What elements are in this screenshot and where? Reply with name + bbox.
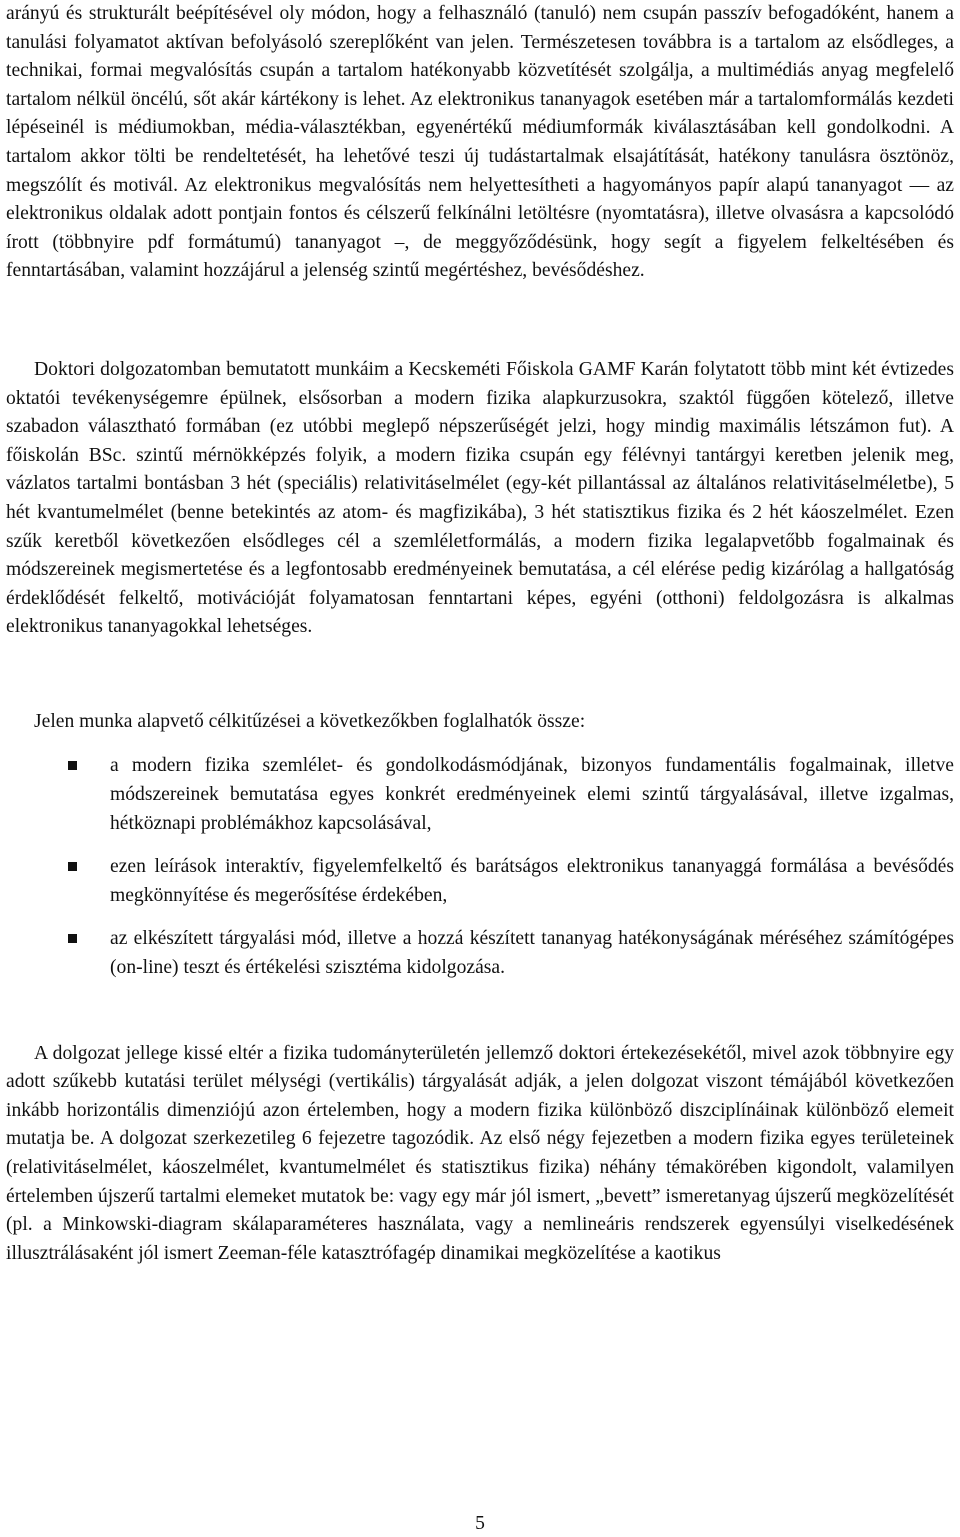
square-bullet-icon xyxy=(68,761,77,770)
objectives-list xyxy=(6,752,954,982)
paragraph-gap xyxy=(6,286,954,344)
paragraph-gap xyxy=(6,642,954,700)
list-item-text: ezen leírások interaktív, figyelemfelkeltő és barátságos elektronikus tananyaggá formálása a bevésődés megkönnyítése és megerősítése érdekében, xyxy=(110,856,954,906)
objectives-intro: Jelen munka alapvető célkitűzései a következőkben foglalhatók össze: xyxy=(34,710,586,732)
list-item-text: a modern fizika szemlélet- és gondolkodásmódjának, bizonyos fundamentális fogalmainak, illetve módszereinek bemutatása egyes konkrét eredményeinek elemi szintű tárgyalásával, illetve izgalmas, hétköznapi problémákhoz kapcsolásával, xyxy=(110,755,954,834)
square-bullet-icon xyxy=(68,862,77,871)
list-item xyxy=(6,853,954,910)
paragraph-1: arányú és strukturált beépítésével oly módon, hogy a felhasználó (tanuló) nem csupán passzív befogadóként, hanem a tanulási folyamatot aktívan befolyásoló szereplőként van jelen. Természetesen továbbra is a tartalom az elsődleges, a technikai, formai megvalósítás csupán a tartalom hatékonyabb közvetítését szolgálja, a multimédiás anyag megfelelő tartalom nélkül öncélú, sőt akár kártékony is lehet. Az elektronikus tananyagok esetében már a tartalomformálás kezdeti lépéseinél is médiumokban, média-választékban, egyenértékű médiumformák kiválasztásában kell gondolkodni. A tartalom akkor tölti be rendeltetését, ha lehetővé teszi új tudástartalmak elsajátítását, hatékony tanulásra ösztönöz, megszólít és motivál. Az elektronikus megvalósítás nem helyettesítheti a hagyományos papír alapú tananyagot — az elektronikus oldalak adott pontjain fontos és célszerű felkínálni letöltésre (nyomtatásra), illetve olvasásra a kapcsolódó írott (többnyire pdf formátumú) tananyagot –, de meggyőződésünk, hogy segít a figyelem felkeltésében és fenntartásában, valamint hozzájárul a jelenség szintű megértéshez, bevésődéshez. xyxy=(6,3,954,282)
document-page xyxy=(6,0,954,1268)
list-item xyxy=(6,925,954,982)
list-item xyxy=(6,752,954,838)
list-item-text: az elkészített tárgyalási mód, illetve a hozzá készített tananyag hatékonyságának méréséhez számítógépes (on-line) teszt és értékelési szisztéma kidolgozása. xyxy=(110,928,954,979)
paragraph-4: A dolgozat jellege kissé eltér a fizika tudományterületén jellemző doktori értekezésekétől, mivel azok többnyire egy adott szűkebb kutatási terület mélységi (vertikális) tárgyalását adják, a jelen dolgozat viszont témájából következően inkább horizontális dimenziójú azon értelemben, hogy a modern fizika különböző diszciplínáinak különböző elemeit mutatja be. A dolgozat szerkezetileg 6 fejezetre tagozódik. Az első négy fejezetben a modern fizika egyes területeinek (relativitáselmélet, káoszelmélet, kvantumelmélet és statisztikus fizika) néhány témakörében kigondolt, valamilyen értelemben újszerű tartalmi elemeket mutatok be: vagy egy már jól ismert, „bevett” ismeretanyag újszerű megközelítését (pl. a Minkowski-diagram skálaparaméteres használata, vagy a nemlineáris rendszerek egyensúlyi viselkedésének illusztrálásaként jól ismert Zeeman-féle katasztrófagép dinamikai megközelítése a kaotikus xyxy=(6,1042,954,1264)
paragraph-2: Doktori dolgozatomban bemutatott munkáim a Kecskeméti Főiskola GAMF Karán folytatott több mint két évtizedes oktatói tevékenységemre épülnek, elsősorban a modern fizika alapkurzusokra, szaktól függően kötelező, illetve szabadon választható formában (ez utóbbi meglepő népszerűségét jelzi, hogy mindig maximális létszámon fut). A főiskolán BSc. szintű mérnökképzés folyik, a modern fizika csupán egy félévnyi tantárgyi keretben jelenik meg, vázlatos tartalmi bontásban 3 hét (speciális) relativitáselmélet (egy-két pillantással az általános relativitáselméletbe), 5 hét kvantumelmélet (benne betekintés az atom- és magfizikába), 3 hét statisztikus fizika és 2 hét káoszelmélet. Ezen szűk keretből következően elsődleges cél a szemléletformálás, a modern fizika legalapvetőbb fogalmainak és módszereinek megismertetése és a legfontosabb eredményeinek bemutatása, a cél elérése pedig kizárólag a hallgatóság érdeklődését felkeltő, motivációját folyamatosan fenntartani képes, egyéni (otthoni) feldolgozásra is alkalmas elektronikus tananyagokkal lehetséges. xyxy=(6,358,954,638)
paragraph-gap xyxy=(6,998,954,1040)
page-number: 5 xyxy=(475,1513,485,1534)
square-bullet-icon xyxy=(68,934,77,943)
